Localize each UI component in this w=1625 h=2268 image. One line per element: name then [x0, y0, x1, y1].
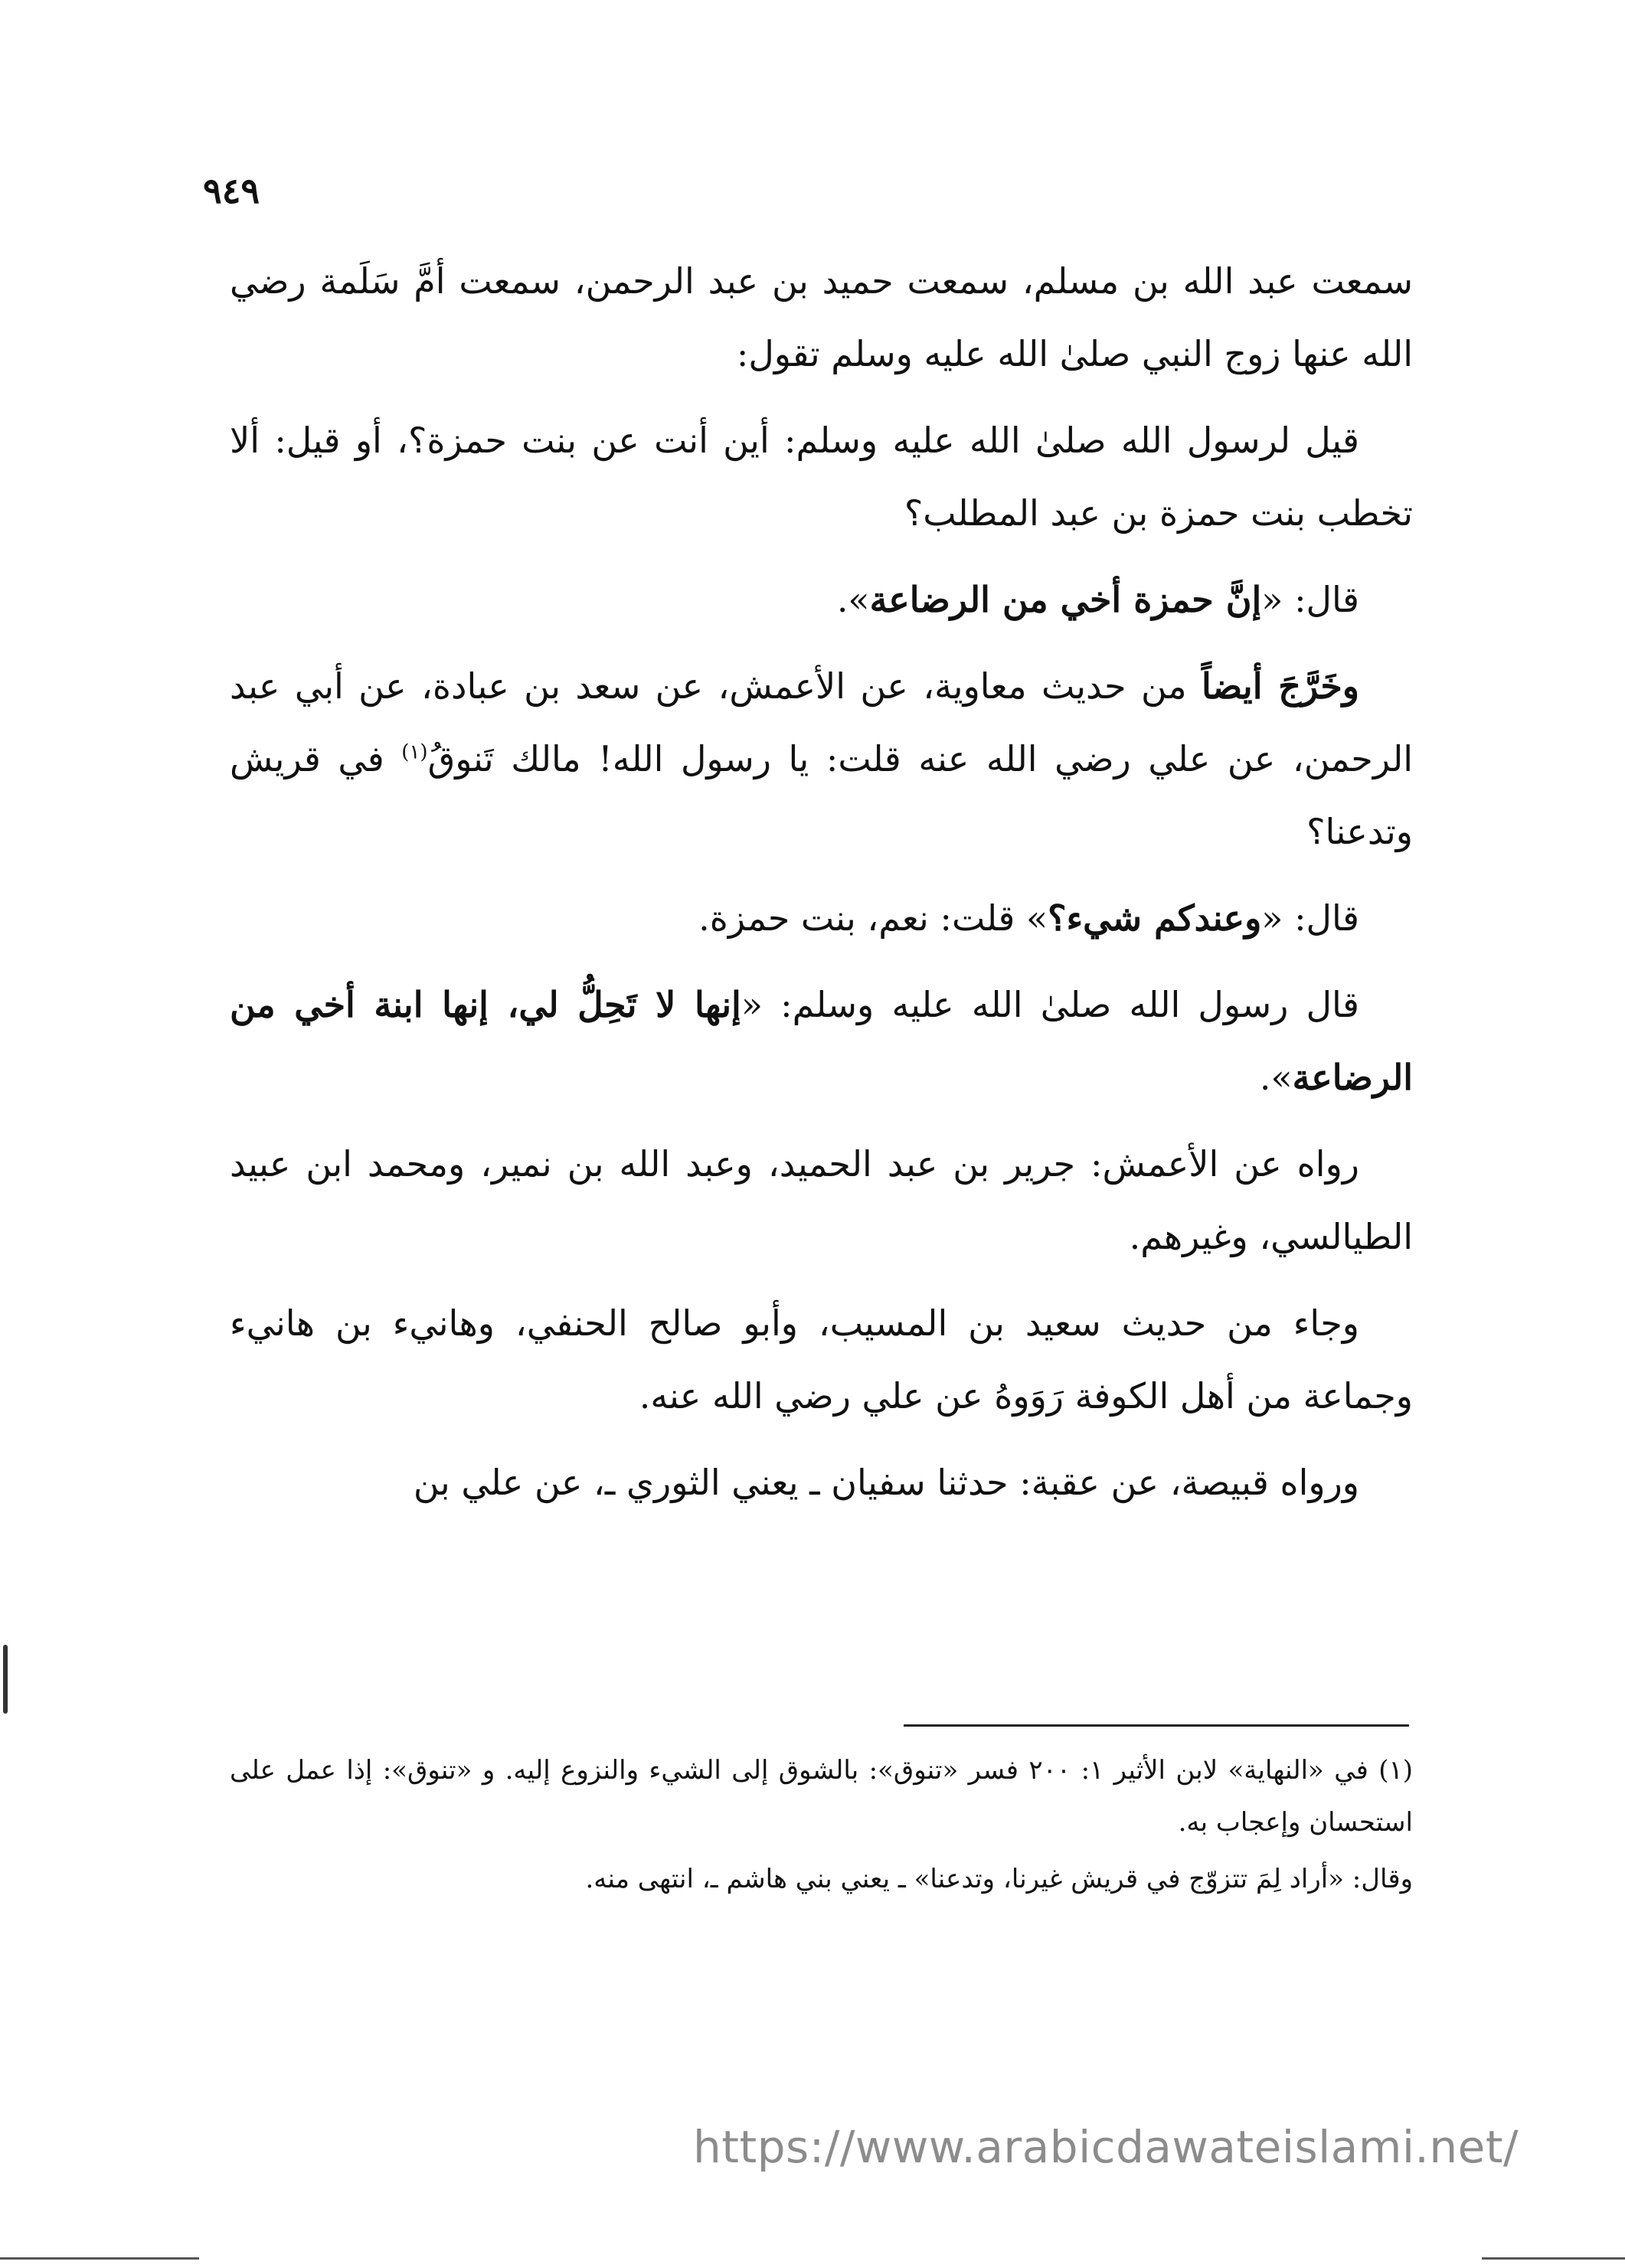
paragraph-text: قال رسول الله صلىٰ الله عليه وسلم: «: [741, 984, 1359, 1025]
paragraph-text: ورواه قبيصة، عن عقبة: حدثنا سفيان ـ يعني الثوري ـ، عن علي بن: [413, 1462, 1359, 1503]
paragraph-text: ».: [836, 579, 870, 620]
paragraph-text: قيل لرسول الله صلىٰ الله عليه وسلم: أين أنت عن بنت حمزة؟، أو قيل: ألا تخطب بنت حمزة بن عبد المطلب؟: [230, 420, 1413, 534]
paragraph: [230, 650, 1413, 868]
paragraph-text: في قريش وتدعنا؟: [230, 738, 1413, 852]
paragraph-text: ».: [1259, 1057, 1293, 1098]
paragraph: [230, 969, 1413, 1114]
bold-text: وخَرَّجَ أيضاً: [1202, 665, 1360, 707]
main-text: [230, 245, 1413, 1533]
paragraph: [230, 882, 1413, 955]
paragraph-text: من حديث معاوية، عن الأعمش، عن سعد بن عبادة، عن أبي عبد الرحمن، عن علي رضي الله عنه قلت: يا رسول الله! مالك تَنوقُ: [230, 665, 1413, 779]
paragraph-text: سمعت عبد الله بن مسلم، سمعت حميد بن عبد الرحمن، سمعت أمَّ سَلَمة رضي الله عنها زوج النبي صلىٰ الله عليه وسلم تقول:: [230, 260, 1413, 374]
paragraph-text: وجاء من حديث سعيد بن المسيب، وأبو صالح الحنفي، وهانيء بن هانيء وجماعة من أهل الكوفة رَوَوهُ عن علي رضي الله عنه.: [230, 1302, 1413, 1417]
paragraph: [230, 564, 1413, 636]
footnotes: [230, 1744, 1413, 1910]
bold-text: إنَّ حمزة أخي من الرضاعة: [869, 579, 1262, 620]
footnote-1-continued: وقال: «أراد لِمَ تتزوّج في قريش غيرنا، وتدعنا» ـ يعني بني هاشم ـ، انتهى منه.: [585, 1864, 1413, 1894]
paragraph: [230, 1128, 1413, 1273]
paragraph-text: رواه عن الأعمش: جرير بن عبد الحميد، وعبد الله بن نمير، ومحمد ابن عبيد الطيالسي، وغيرهم.: [230, 1143, 1413, 1257]
paragraph-text: قال: «: [1261, 579, 1359, 620]
paragraph: [230, 404, 1413, 550]
paragraph: [230, 245, 1413, 391]
paragraph-text: » قلت: نعم، بنت حمزة.: [698, 897, 1048, 939]
paragraph: [230, 1287, 1413, 1433]
bold-text: وعندكم شيء؟: [1048, 897, 1262, 939]
scan-bottom-line-right: [1482, 2257, 1625, 2260]
watermark-url[interactable]: https://www.arabicdawateislami.net/: [693, 2121, 1519, 2173]
footnote-divider: [904, 1724, 1409, 1727]
scan-edge-mark: [3, 1645, 8, 1714]
footnote-1: (١) في «النهاية» لابن الأثير ١: ٢٠٠ فسر «تنوق»: بالشوق إلى الشيء والنزوع إليه. و «تنوق»: إذا عمل على استحسان وإعجاب به.: [230, 1755, 1413, 1838]
footnote-reference[interactable]: (١): [401, 740, 428, 764]
paragraph-text: قال: «: [1261, 897, 1359, 939]
scan-bottom-line-left: [0, 2257, 199, 2260]
paragraph: [230, 1446, 1413, 1519]
page-number: ٩٤٩: [203, 170, 260, 211]
bold-text: إنها لا تَحِلُّ لي، إنها ابنة أخي من الرضاعة: [230, 984, 1413, 1098]
